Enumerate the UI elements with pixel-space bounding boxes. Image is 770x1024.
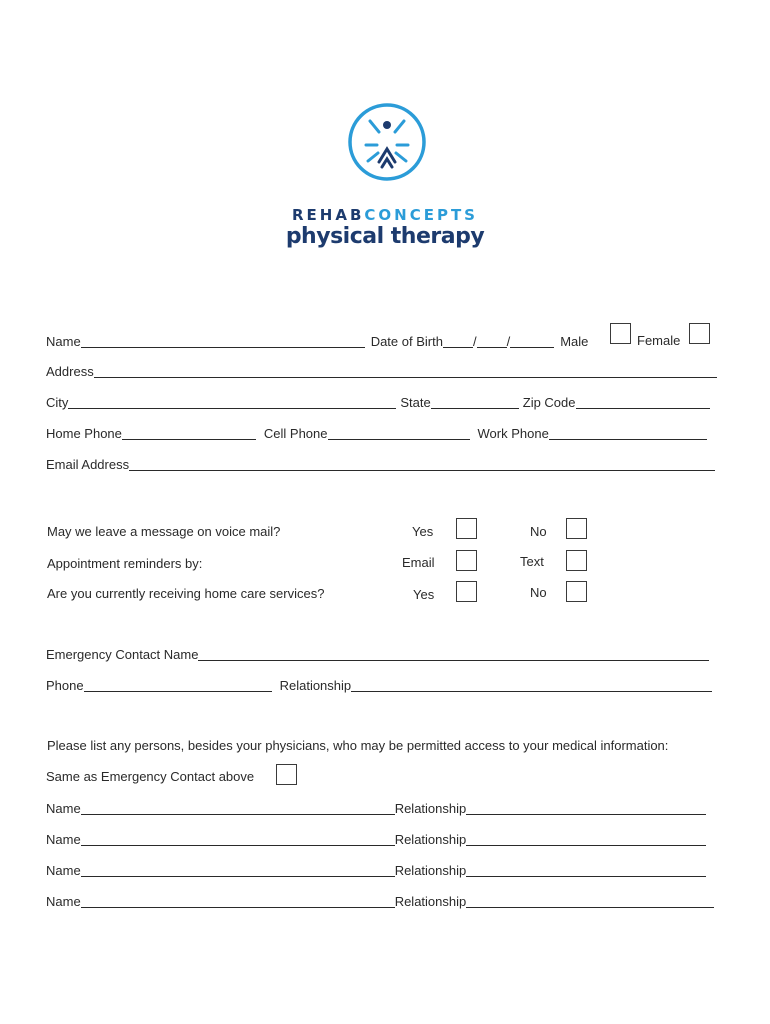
reminders-text-checkbox[interactable] <box>566 550 587 571</box>
address-row <box>46 360 717 380</box>
brand-name <box>0 206 770 224</box>
permitted-name-label: Name <box>46 832 81 847</box>
same-as-emergency-label: Same as Emergency Contact above <box>46 769 255 784</box>
zip-label: Zip Code <box>522 395 576 410</box>
permitted-relationship-field[interactable] <box>466 894 714 908</box>
state-field[interactable] <box>431 395 519 409</box>
home-care-yes-label: Yes <box>413 587 435 602</box>
voicemail-no-label: No <box>530 524 547 539</box>
reminders-email-label: Email <box>402 555 435 570</box>
voicemail-no-checkbox[interactable] <box>566 518 587 539</box>
phones-row <box>46 422 707 442</box>
permitted-relationship-label: Relationship <box>394 863 467 878</box>
permitted-relationship-field[interactable] <box>466 863 706 877</box>
logo-icon <box>346 101 428 183</box>
brand-name-part2: CONCEPTS <box>364 206 478 224</box>
permitted-relationship-field[interactable] <box>466 801 706 815</box>
emergency-relationship-field[interactable] <box>351 678 712 692</box>
dob-month-field[interactable] <box>443 334 473 348</box>
permitted-name-field[interactable] <box>81 801 395 815</box>
permitted-intro: Please list any persons, besides your physicians, who may be permitted access to your medical information: <box>47 738 669 753</box>
reminders-text-label: Text <box>520 554 544 569</box>
permitted-name-label: Name <box>46 863 81 878</box>
question-voicemail: May we leave a message on voice mail? <box>47 524 281 539</box>
question-home-care: Are you currently receiving home care services? <box>47 586 325 601</box>
permitted-row <box>46 828 706 848</box>
permitted-relationship-label: Relationship <box>394 801 467 816</box>
home-phone-field[interactable] <box>122 426 256 440</box>
brand-name-part1: REHAB <box>291 206 365 224</box>
dob-day-field[interactable] <box>477 334 507 348</box>
emergency-phone-row <box>46 674 712 694</box>
email-row <box>46 453 715 473</box>
city-field[interactable] <box>68 395 396 409</box>
permitted-name-label: Name <box>46 801 81 816</box>
female-checkbox[interactable] <box>689 323 710 344</box>
permitted-row <box>46 890 714 910</box>
female-label: Female <box>637 333 681 348</box>
dob-year-field[interactable] <box>510 334 554 348</box>
male-checkbox[interactable] <box>610 323 631 344</box>
home-care-yes-checkbox[interactable] <box>456 581 477 602</box>
home-care-no-checkbox[interactable] <box>566 581 587 602</box>
name-label: Name <box>46 334 81 349</box>
permitted-name-label: Name <box>46 894 81 909</box>
permitted-row <box>46 797 706 817</box>
name-dob-row <box>46 330 588 350</box>
emergency-relationship-label: Relationship <box>279 678 352 693</box>
city-label: City <box>46 395 69 410</box>
home-care-no-label: No <box>530 585 547 600</box>
voicemail-yes-label: Yes <box>412 524 434 539</box>
permitted-relationship-field[interactable] <box>466 832 706 846</box>
permitted-name-field[interactable] <box>81 863 395 877</box>
same-as-emergency-checkbox[interactable] <box>276 764 297 785</box>
email-field[interactable] <box>129 457 715 471</box>
permitted-relationship-label: Relationship <box>394 894 467 909</box>
dob-label: Date of Birth <box>370 334 443 349</box>
zip-field[interactable] <box>576 395 710 409</box>
cell-phone-label: Cell Phone <box>263 426 328 441</box>
voicemail-yes-checkbox[interactable] <box>456 518 477 539</box>
male-label: Male <box>560 334 589 349</box>
home-phone-label: Home Phone <box>46 426 122 441</box>
permitted-row <box>46 859 706 879</box>
work-phone-field[interactable] <box>549 426 707 440</box>
work-phone-label: Work Phone <box>477 426 549 441</box>
reminders-email-checkbox[interactable] <box>456 550 477 571</box>
name-field[interactable] <box>81 334 365 348</box>
emergency-name-row <box>46 643 709 663</box>
permitted-name-field[interactable] <box>81 832 395 846</box>
question-reminders: Appointment reminders by: <box>47 556 203 571</box>
cell-phone-field[interactable] <box>328 426 470 440</box>
dob-sep-2: / <box>506 334 511 349</box>
permitted-relationship-label: Relationship <box>394 832 467 847</box>
brand-tagline: physical therapy <box>285 224 485 249</box>
email-label: Email Address <box>46 457 130 472</box>
emergency-phone-field[interactable] <box>84 678 272 692</box>
state-label: State <box>400 395 431 410</box>
address-label: Address <box>46 364 94 379</box>
city-row <box>46 391 710 411</box>
dob-sep-1: / <box>472 334 477 349</box>
address-field[interactable] <box>94 364 717 378</box>
emergency-name-field[interactable] <box>198 647 709 661</box>
emergency-phone-label: Phone <box>46 678 84 693</box>
emergency-name-label: Emergency Contact Name <box>46 647 199 662</box>
permitted-name-field[interactable] <box>81 894 395 908</box>
